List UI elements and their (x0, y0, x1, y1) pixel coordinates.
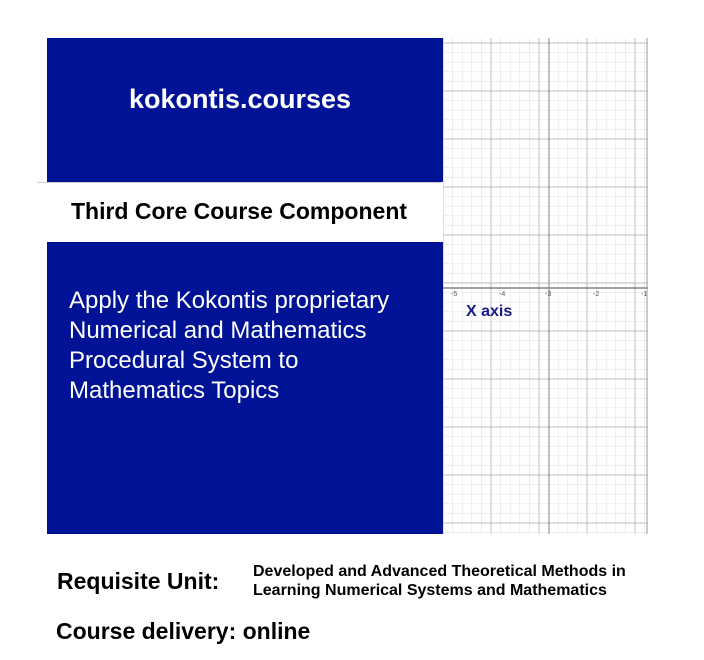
description-line: Apply the Kokontis proprietary (69, 287, 390, 314)
axis-tick-label: -4 (499, 291, 506, 298)
description-panel (47, 242, 443, 534)
axis-tick-label: -3 (545, 291, 552, 298)
x-axis-label: X axis (466, 303, 513, 320)
component-banner (37, 182, 441, 243)
graph-paper (443, 38, 648, 534)
requisite-line: Developed and Advanced Theoretical Methods in (253, 563, 626, 580)
description-line: Numerical and Mathematics (69, 317, 367, 344)
requisite-label: Requisite Unit: (57, 568, 220, 594)
component-title: Third Core Course Component (70, 198, 408, 224)
grid-lines (443, 38, 648, 534)
axis-tick-label: -5 (451, 291, 458, 298)
requisite-unit (253, 562, 698, 600)
site-title: kokontis.courses (128, 84, 352, 114)
description-line: Mathematics Topics (69, 377, 280, 404)
axis-tick-label: -2 (593, 291, 600, 298)
axis-tick-label: -1 (641, 291, 648, 298)
description-line: Procedural System to (69, 347, 299, 374)
course-description (69, 286, 439, 406)
course-delivery: Course delivery: online (56, 618, 311, 644)
requisite-line: Learning Numerical Systems and Mathematics (253, 582, 607, 599)
